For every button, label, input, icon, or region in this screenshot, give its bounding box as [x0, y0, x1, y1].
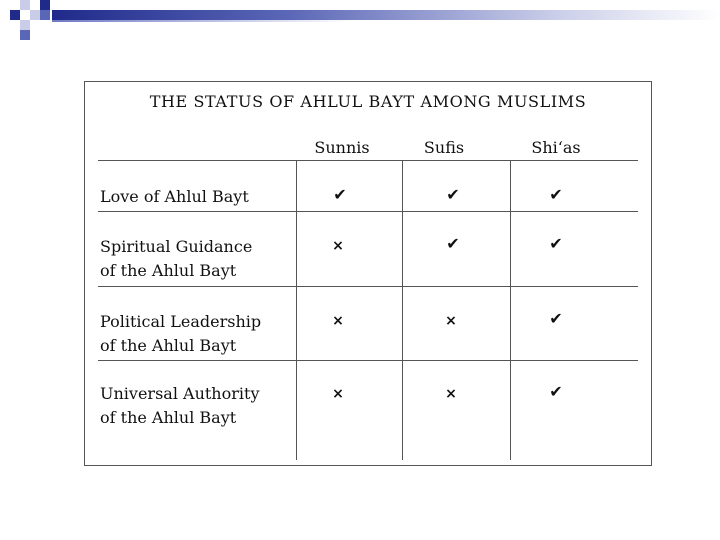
header-square [10, 10, 20, 20]
row-label-line: of the Ahlul Bayt [100, 261, 237, 280]
header-square [30, 10, 40, 20]
row-divider [98, 211, 638, 212]
row-label-line: of the Ahlul Bayt [100, 336, 237, 355]
check-icon: ✔ [446, 185, 460, 204]
row-label-universal-authority [100, 382, 259, 430]
cross-icon: × [445, 313, 457, 329]
column-header-sufis: Sufis [423, 138, 465, 157]
cross-icon: × [445, 386, 457, 402]
row-label-line: Universal Authority [100, 384, 260, 403]
row-label-political-leadership [100, 310, 261, 358]
check-icon: ✔ [549, 234, 563, 253]
check-icon: ✔ [333, 185, 347, 204]
check-icon: ✔ [549, 382, 563, 401]
cross-icon: × [332, 313, 344, 329]
check-icon: ✔ [446, 234, 460, 253]
header-square [20, 30, 30, 40]
column-divider [402, 160, 403, 460]
slide-header-decoration [0, 0, 720, 44]
header-square [20, 0, 30, 10]
row-label-line: Love of Ahlul Bayt [100, 187, 249, 206]
header-gradient-bar [52, 10, 720, 20]
row-divider [98, 360, 638, 361]
header-gradient-line [52, 20, 352, 22]
cross-icon: × [332, 238, 344, 254]
column-divider [510, 160, 511, 460]
row-label-line: Spiritual Guidance [100, 237, 253, 256]
table-title: THE STATUS OF AHLUL BAYT AMONG MUSLIMS [149, 92, 587, 111]
row-label-love [100, 185, 249, 209]
row-label-spiritual-guidance [100, 235, 252, 283]
column-header-shias: Shi‘as [531, 138, 581, 157]
header-square [40, 10, 50, 20]
row-divider [98, 286, 638, 287]
header-rule [98, 160, 638, 161]
header-square [40, 0, 50, 10]
check-icon: ✔ [549, 309, 563, 328]
column-header-sunnis: Sunnis [314, 138, 370, 157]
row-label-line: of the Ahlul Bayt [100, 408, 237, 427]
row-label-line: Political Leadership [100, 312, 262, 331]
header-square [20, 20, 30, 30]
column-divider [296, 160, 297, 460]
cross-icon: × [332, 386, 344, 402]
check-icon: ✔ [549, 185, 563, 204]
